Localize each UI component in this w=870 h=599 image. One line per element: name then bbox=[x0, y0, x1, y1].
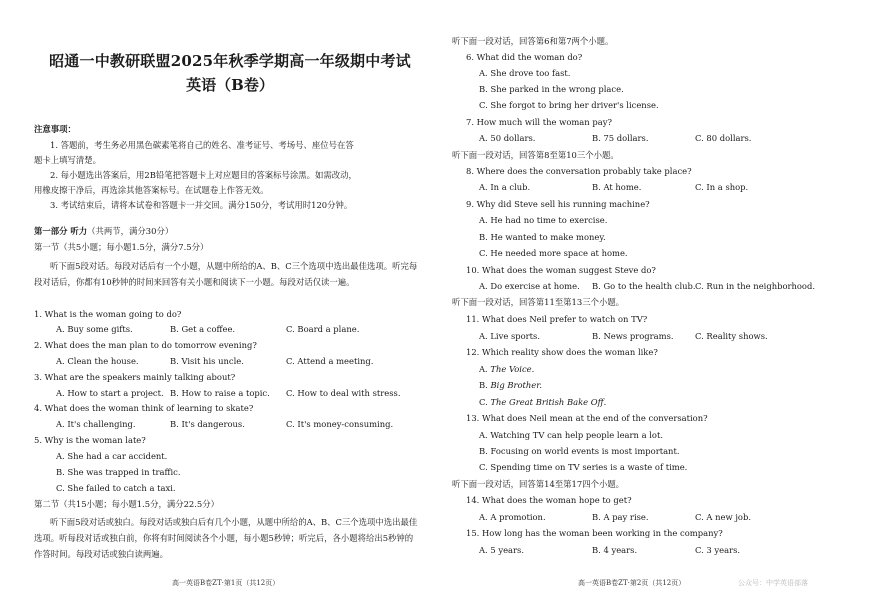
exam-title: 昭通一中教研联盟2025年秋季学期高一年级期中考试 bbox=[49, 52, 411, 70]
q3-option-a: A. How to start a project. bbox=[56, 388, 164, 398]
q12-option-a-text: The Voice. bbox=[490, 364, 535, 374]
question-4: 4. What does the woman think of learning to skate? bbox=[34, 403, 254, 413]
part1-heading-line bbox=[34, 226, 173, 236]
q3-option-b: B. How to raise a topic. bbox=[170, 388, 270, 398]
q12-option-c-letter: C. bbox=[479, 397, 491, 407]
q13-option-c: C. Spending time on TV series is a waste of time. bbox=[479, 462, 688, 472]
q13-option-a: A. Watching TV can help people learn a lot. bbox=[479, 430, 663, 440]
q8-option-a: A. In a club. bbox=[479, 182, 531, 192]
q4-option-b: B. It's dangerous. bbox=[170, 419, 245, 429]
page-2 bbox=[452, 0, 844, 599]
question-9: 9. Why did Steve sell his running machine? bbox=[466, 199, 650, 209]
q10-option-b: B. Go to the health club. bbox=[592, 281, 696, 291]
q11-option-b: B. News programs. bbox=[592, 331, 674, 341]
q12-option-b-letter: B. bbox=[479, 380, 491, 390]
q13-option-b: B. Focusing on world events is most important. bbox=[479, 446, 680, 456]
q11-option-a: A. Live sports. bbox=[479, 331, 540, 341]
q9-option-a: A. He had no time to exercise. bbox=[479, 215, 608, 225]
q1-option-b: B. Get a coffee. bbox=[170, 324, 236, 334]
q7-option-a: A. 50 dollars. bbox=[479, 133, 536, 143]
question-5: 5. Why is the woman late? bbox=[34, 435, 146, 445]
q15-option-c: C. 3 years. bbox=[695, 545, 741, 555]
question-2: 2. What does the man plan to do tomorrow evening? bbox=[34, 340, 257, 350]
section1-instructions: 听下面5段对话。每段对话后有一个小题，从题中所给的A、B、C三个选项中选出最佳选项。听完每段对话后，你都有10秒钟的时间来回答有关小题和阅读下一小题。每段对话仅读一遍。 bbox=[34, 261, 418, 287]
question-10: 10. What does the woman suggest Steve do? bbox=[466, 265, 656, 275]
q6-option-c: C. She forgot to bring her driver's license. bbox=[479, 100, 659, 110]
section2-heading: 第二节（共15小题；每小题1.5分，满分22.5分） bbox=[34, 499, 219, 509]
instr-14-17: 听下面一段对话，回答第14至第17四个小题。 bbox=[452, 479, 625, 489]
q5-option-b: B. She was trapped in traffic. bbox=[56, 467, 181, 477]
q5-option-c: C. She failed to catch a taxi. bbox=[56, 483, 176, 493]
part1-heading: 第一部分 听力 bbox=[34, 226, 88, 236]
q14-option-b: B. A pay rise. bbox=[592, 512, 649, 522]
q12-option-c bbox=[479, 397, 606, 407]
question-11: 11. What does Neil prefer to watch on TV? bbox=[466, 314, 648, 324]
section2-instructions: 听下面5段对话或独白。每段对话或独白后有几个小题，从题中所给的A、B、C三个选项中选出最佳选项。听每段对话或独白前，你将有时间阅读各个小题，每小题5秒钟；听完后，各小题将给出5秒钟的作答时间。每段对话或独白读两遍。 bbox=[34, 517, 418, 559]
q4-option-a: A. It's challenging. bbox=[56, 419, 136, 429]
q5-option-a: A. She had a car accident. bbox=[56, 451, 168, 461]
q9-option-b: B. He wanted to make money. bbox=[479, 232, 606, 242]
q11-option-c: C. Reality shows. bbox=[695, 331, 768, 341]
question-13: 13. What does Neil mean at the end of the conversation? bbox=[466, 413, 708, 423]
q14-option-a: A. A promotion. bbox=[479, 512, 546, 522]
instr-11-13: 听下面一段对话，回答第11至第13三个小题。 bbox=[452, 297, 625, 307]
q4-option-c: C. It's money-consuming. bbox=[286, 419, 394, 429]
q7-option-b: B. 75 dollars. bbox=[592, 133, 649, 143]
part1-note: （共两节，满分30分） bbox=[87, 226, 174, 236]
notice-3: 3. 考试结束后，请将本试卷和答题卡一并交回。满分150分，考试用时120分钟。 bbox=[50, 200, 353, 210]
q6-option-b: B. She parked in the wrong place. bbox=[479, 84, 624, 94]
q6-option-a: A. She drove too fast. bbox=[479, 68, 571, 78]
question-15: 15. How long has the woman been working in the company? bbox=[466, 528, 723, 538]
q15-option-a: A. 5 years. bbox=[479, 545, 525, 555]
instr-6-7: 听下面一段对话，回答第6和第7两个小题。 bbox=[452, 36, 614, 46]
question-14: 14. What does the woman hope to get? bbox=[466, 495, 632, 505]
q2-option-a: A. Clean the house. bbox=[56, 356, 139, 366]
question-12: 12. Which reality show does the woman like? bbox=[466, 347, 658, 357]
notice-heading: 注意事项： bbox=[34, 124, 76, 134]
q12-option-a bbox=[479, 364, 534, 374]
page-1 bbox=[34, 0, 426, 599]
section1-heading: 第一节（共5小题；每小题1.5分，满分7.5分） bbox=[34, 242, 209, 252]
question-8: 8. Where does the conversation probably take place? bbox=[466, 166, 692, 176]
q3-option-c: C. How to deal with stress. bbox=[286, 388, 401, 398]
page-2-footer: 高一英语B卷ZT·第2页（共12页） bbox=[578, 579, 686, 587]
q12-option-b bbox=[479, 380, 542, 390]
exam-subtitle: 英语（B卷） bbox=[186, 76, 274, 94]
q10-option-a: A. Do exercise at home. bbox=[479, 281, 580, 291]
notice-1a: 1. 答题前，考生务必用黑色碳素笔将自己的姓名、准考证号、考场号、座位号在答 bbox=[50, 140, 354, 150]
q8-option-c: C. In a shop. bbox=[695, 182, 749, 192]
q12-option-c-text: The Great British Bake Off. bbox=[490, 397, 607, 407]
q10-option-c: C. Run in the neighborhood. bbox=[695, 281, 815, 291]
instr-8-10: 听下面一段对话，回答第8至第10三个小题。 bbox=[452, 150, 619, 160]
page-1-footer: 高一英语B卷ZT·第1页（共12页） bbox=[172, 579, 280, 587]
q2-option-b: B. Visit his uncle. bbox=[170, 356, 244, 366]
q8-option-b: B. At home. bbox=[592, 182, 642, 192]
notice-2a: 2. 每小题选出答案后，用2B铅笔把答题卡上对应题目的答案标号涂黑。如需改动， bbox=[50, 170, 357, 180]
notice-1b: 题卡上填写清楚。 bbox=[34, 155, 101, 165]
question-7: 7. How much will the woman pay? bbox=[466, 117, 612, 127]
question-1: 1. What is the woman going to do? bbox=[34, 309, 182, 319]
q9-option-c: C. He needed more space at home. bbox=[479, 248, 628, 258]
question-6: 6. What did the woman do? bbox=[466, 52, 583, 62]
watermark: 公众号：中学英语部落 bbox=[738, 579, 808, 587]
notice-2b: 用橡皮擦干净后，再选涂其他答案标号。在试题卷上作答无效。 bbox=[34, 185, 269, 195]
q12-option-a-letter: A. bbox=[479, 364, 491, 374]
q1-option-c: C. Board a plane. bbox=[286, 324, 360, 334]
q15-option-b: B. 4 years. bbox=[592, 545, 638, 555]
q2-option-c: C. Attend a meeting. bbox=[286, 356, 374, 366]
q14-option-c: C. A new job. bbox=[695, 512, 751, 522]
q7-option-c: C. 80 dollars. bbox=[695, 133, 752, 143]
question-3: 3. What are the speakers mainly talking about? bbox=[34, 372, 236, 382]
q12-option-b-text: Big Brother. bbox=[490, 380, 543, 390]
q1-option-a: A. Buy some gifts. bbox=[56, 324, 133, 334]
